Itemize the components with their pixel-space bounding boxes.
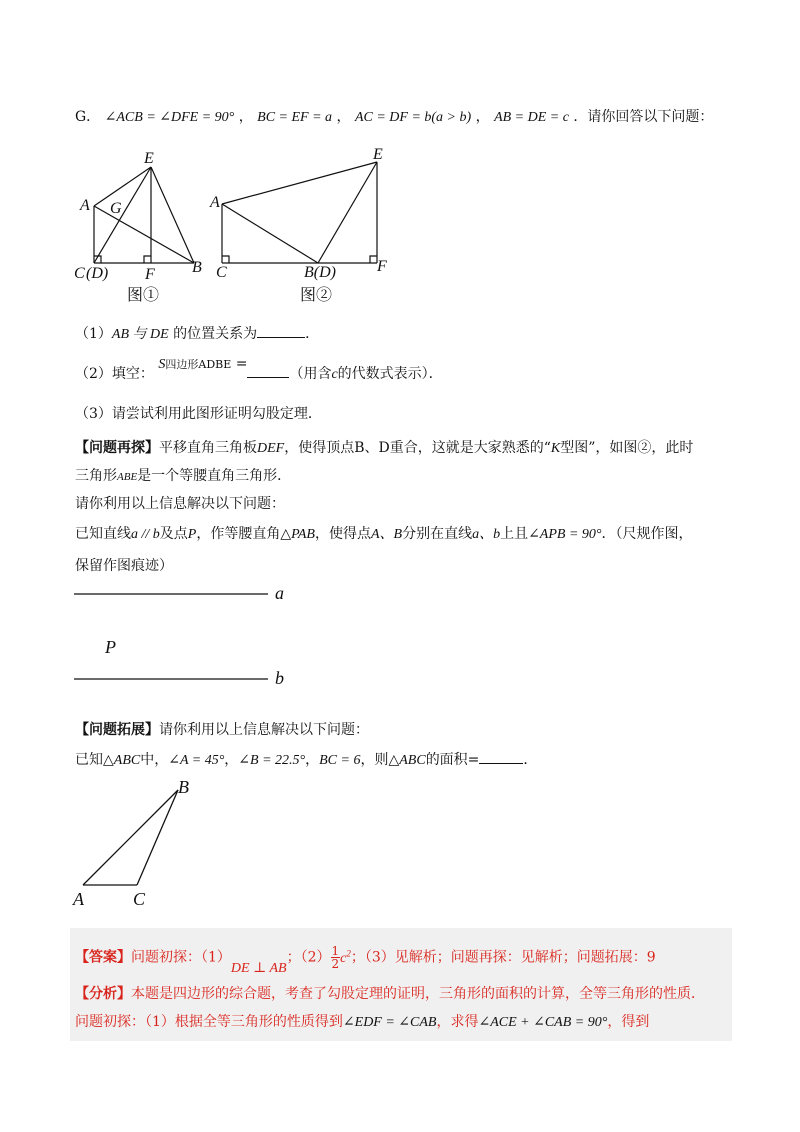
revisit-text-b: ，使得顶点 (284, 440, 355, 456)
intro-line (75, 107, 713, 128)
extend-end: ． (523, 752, 538, 768)
extend-tri2: △ABC (388, 753, 426, 768)
extend-bc: BC = 6 (319, 753, 361, 768)
intro-sep1: ， (238, 109, 253, 125)
fig2-label-e: E (373, 146, 383, 163)
answer-text-2: ；（2） (286, 949, 331, 966)
fig2-label-f: F (377, 258, 387, 275)
answer-title: 【答案】 (75, 949, 131, 966)
revisit-line-2 (75, 466, 291, 487)
fig1-label-f: F (145, 266, 155, 283)
tri-side-ab (83, 790, 178, 885)
fig2-label-a: A (210, 194, 220, 211)
question-2 (75, 356, 443, 385)
tri-label-b: B (178, 777, 189, 797)
extend-tri: △ABC (103, 753, 141, 768)
q1-number: （1） (75, 326, 112, 342)
revisit-tri-pab: △PAB (280, 527, 315, 542)
answer-text-1: 问题初探：（1） (131, 949, 231, 966)
fig1-label-e: E (144, 150, 154, 167)
extend-angle-b: ∠B = 22.5° (238, 753, 306, 768)
extend-sep1: ， (224, 752, 239, 768)
question-1 (75, 324, 319, 345)
q2-subscript: 四边形ADBE (165, 358, 232, 371)
revisit-l4-b: 及点 (159, 526, 188, 542)
fig2-line-ae (222, 162, 377, 204)
figure-1 (74, 145, 214, 310)
question-3: （3）请尝试利用此图形证明勾股定理． (75, 406, 322, 422)
fig1-label-g: G (110, 200, 122, 217)
revisit-l4-e: 分别在直线 (402, 526, 473, 542)
revisit-point-p: P (187, 527, 197, 542)
intro-lead: G． (75, 109, 101, 125)
revisit-l4-d: ，使得点 (314, 526, 371, 542)
revisit-parallel: a // b (131, 527, 160, 542)
q1-blank (257, 337, 305, 338)
fig1-caption: 图① (127, 287, 160, 304)
q2-var: c (331, 367, 338, 382)
revisit-text-a: 平移直角三角板 (159, 440, 257, 456)
fig1-line-eb (151, 167, 194, 263)
revisit-abe: ABE (117, 471, 138, 483)
revisit-title: 【问题再探】 (75, 440, 159, 456)
answer-c-squared (340, 948, 351, 966)
q2-post2: 的代数式表示）． (337, 366, 443, 382)
intro-sep3: ， (475, 109, 490, 125)
analysis-text-1: 本题是四边形的综合题，考查了勾股定理的证明，三角形的面积的计算，全等三角形的性质． (131, 986, 705, 1002)
fraction-numerator: 1 (331, 944, 340, 959)
answer-perp: DE ⊥ AB (230, 960, 287, 976)
label-a: a (275, 583, 284, 603)
q1-math: AB 与 DE (111, 327, 169, 342)
fig1-line-de (94, 167, 151, 263)
fig1-line-ab (94, 206, 194, 263)
answer-fraction (331, 945, 341, 970)
q1-end: ． (305, 326, 320, 342)
revisit-line-5: 保留作图痕迹） (75, 558, 173, 574)
intro-eq4: AB = DE = c (494, 110, 569, 125)
analysis-line-1 (75, 984, 705, 1004)
revisit-text-d: 型图”，如图②，此时 (560, 440, 694, 456)
analysis-eq2: ∠ACE + ∠CAB = 90° (478, 1015, 608, 1030)
revisit-angle: ∠APB = 90° (528, 527, 602, 542)
parallel-lines-figure (70, 580, 300, 690)
revisit-l4-a: 已知直线 (75, 526, 131, 542)
extend-l2-b: 中， (140, 752, 169, 768)
analysis-l2-b: ，求得 (436, 1014, 479, 1030)
revisit-line-4 (75, 524, 693, 545)
extend-l2-d: 的面积= (425, 752, 480, 768)
extend-line-1 (75, 720, 369, 740)
tri-side-cb (137, 790, 178, 885)
fig1-label-d: (D) (86, 265, 109, 282)
fig2-label-b: B(D) (304, 264, 336, 281)
intro-eq1: ∠ACB = ∠DFE = 90° (104, 110, 235, 125)
q2-text: （2）填空： (75, 366, 154, 382)
tri-label-c: C (133, 889, 146, 909)
q2-s: S (158, 357, 166, 372)
extend-l2-a: 已知 (75, 752, 103, 768)
revisit-text-c: 重合，这就是大家熟悉的“ (389, 440, 551, 456)
fig1-label-b: B (192, 259, 202, 276)
revisit-l4-f: 上且 (500, 526, 529, 542)
q2-eq: = (231, 356, 248, 372)
label-p: P (105, 637, 116, 657)
fig2-right-angle-f (370, 256, 377, 263)
analysis-l2-a: 问题初探：（1）根据全等三角形的性质得到 (75, 1014, 343, 1030)
extend-line-2 (75, 750, 537, 771)
fig1-label-a: A (80, 197, 90, 214)
fig1-line-ae (94, 167, 151, 206)
intro-eq3: AC = DF = b(a > b) (354, 110, 472, 125)
revisit-line-1 (75, 438, 693, 459)
q2-blank (247, 377, 289, 378)
revisit-k: K (550, 441, 561, 456)
revisit-l4-g: ．（尺规作图， (601, 526, 693, 542)
revisit-line2-a: 三角形 (75, 468, 117, 484)
intro-eq2: BC = EF = a (257, 110, 333, 125)
revisit-lines-ab: a、b (472, 527, 501, 542)
triangle-abc-figure (70, 775, 210, 915)
intro-sep2: ， (336, 109, 351, 125)
c-exponent: 2 (346, 948, 351, 958)
fig2-line-ab (222, 204, 318, 263)
revisit-l4-c: ，作等腰直角 (196, 526, 281, 542)
extend-angle-a: ∠A = 45° (168, 753, 225, 768)
fig1-right-angle-f (144, 256, 151, 263)
intro-tail: ．请你回答以下问题： (573, 109, 714, 125)
fig2-right-angle-c (222, 256, 229, 263)
revisit-line2-b: 是一个等腰直角三角形． (137, 468, 292, 484)
fig2-label-c: C (216, 264, 227, 281)
extend-blank (479, 763, 523, 764)
revisit-line-3: 请你利用以上信息解决以下问题： (75, 496, 285, 512)
revisit-points-ab: A、B (370, 527, 403, 542)
analysis-line-2 (75, 1012, 649, 1033)
q1-text: 的位置关系为 (168, 326, 258, 342)
extend-l2-c: ，则 (360, 752, 389, 768)
extend-text: 请你利用以上信息解决以下问题： (159, 722, 369, 738)
analysis-l2-c: ，得到 (607, 1014, 650, 1030)
answer-line (75, 940, 656, 976)
label-b: b (275, 668, 284, 688)
revisit-points: B、D (354, 440, 390, 456)
q2-area-expression (158, 356, 247, 372)
answer-text-3: ；（3）见解析；问题再探：见解析；问题拓展：9 (350, 949, 656, 966)
analysis-title: 【分析】 (75, 986, 131, 1002)
fig1-label-c: C (74, 265, 85, 282)
analysis-eq1: ∠EDF = ∠CAB (342, 1015, 437, 1030)
extend-sep2: ， (305, 752, 320, 768)
figure-2 (205, 143, 395, 310)
tri-label-a: A (73, 889, 84, 909)
revisit-triangle: DEF (257, 441, 285, 456)
fraction-denominator: 2 (331, 957, 340, 972)
q2-post: （用含 (289, 366, 332, 382)
fig2-caption: 图② (300, 287, 333, 304)
extend-title: 【问题拓展】 (75, 722, 159, 738)
fig2-line-be (318, 162, 377, 263)
c-base: c (340, 950, 347, 966)
